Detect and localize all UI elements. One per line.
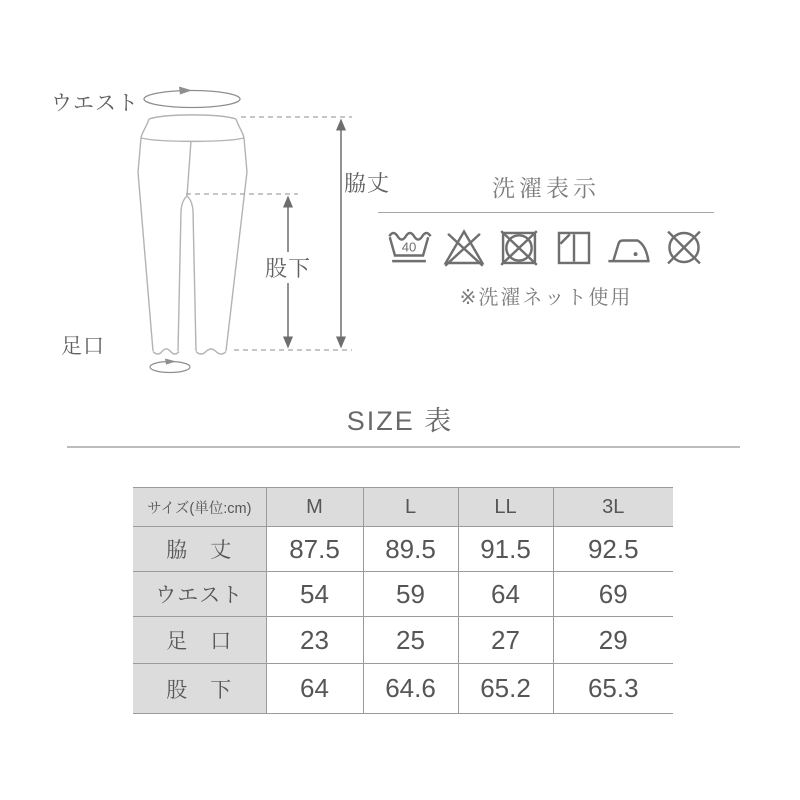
line-dry-in-shade-icon — [551, 225, 597, 270]
cell-value: 65.3 — [553, 664, 673, 714]
table-row-side-length — [133, 527, 673, 572]
header-size-3l: 3L — [553, 488, 673, 527]
cell-value: 59 — [363, 572, 458, 617]
cell-value: 23 — [266, 617, 363, 664]
no-dry-clean-icon — [661, 225, 707, 270]
cell-value: 54 — [266, 572, 363, 617]
table-row-leg-opening — [133, 617, 673, 664]
care-divider — [378, 212, 714, 213]
row-label: ウエスト — [133, 572, 266, 617]
no-bleach-icon — [441, 225, 487, 270]
leg-opening-label: 足口 — [61, 335, 105, 358]
care-symbols-row — [378, 225, 714, 270]
side-length-label: 脇丈 — [344, 167, 390, 198]
cell-value: 64 — [266, 664, 363, 714]
cell-value: 27 — [458, 617, 553, 664]
cell-value: 64 — [458, 572, 553, 617]
care-instructions-section — [378, 170, 714, 310]
table-row-waist — [133, 572, 673, 617]
machine-wash-40-gentle-icon — [386, 225, 432, 270]
cell-value: 89.5 — [363, 527, 458, 572]
size-section-title: SIZE 表 — [346, 406, 454, 436]
waist-rotation-arrow-icon — [144, 87, 240, 108]
size-section-divider — [67, 446, 740, 448]
row-label: 股 下 — [133, 664, 266, 714]
size-table-header-row — [133, 488, 673, 527]
pants-measurement-diagram — [0, 0, 400, 400]
cell-value: 91.5 — [458, 527, 553, 572]
no-tumble-dry-icon — [496, 225, 542, 270]
cell-value: 64.6 — [363, 664, 458, 714]
cell-value: 69 — [553, 572, 673, 617]
row-label: 足 口 — [133, 617, 266, 664]
header-size-l: L — [363, 488, 458, 527]
header-size-m: M — [266, 488, 363, 527]
waist-label: ウエスト — [51, 92, 139, 115]
cell-value: 29 — [553, 617, 673, 664]
cell-value: 65.2 — [458, 664, 553, 714]
wash-temperature: 40 — [401, 239, 416, 255]
size-table — [133, 487, 673, 714]
laundry-net-note: ※洗濯ネット使用 — [459, 287, 633, 309]
row-label: 脇 丈 — [133, 527, 266, 572]
iron-low-heat-icon — [606, 225, 652, 270]
measure-guide-lines — [186, 117, 352, 350]
cell-value: 25 — [363, 617, 458, 664]
pants-outline — [138, 115, 247, 354]
inseam-label: 股下 — [262, 252, 314, 283]
hem-rotation-arrow-icon — [150, 359, 190, 373]
header-size-unit: サイズ(単位:cm) — [133, 488, 266, 527]
care-section-title: 洗濯表示 — [492, 175, 600, 201]
cell-value: 87.5 — [266, 527, 363, 572]
table-row-inseam — [133, 664, 673, 714]
side-length-arrow-icon — [336, 119, 346, 349]
header-size-ll: LL — [458, 488, 553, 527]
cell-value: 92.5 — [553, 527, 673, 572]
